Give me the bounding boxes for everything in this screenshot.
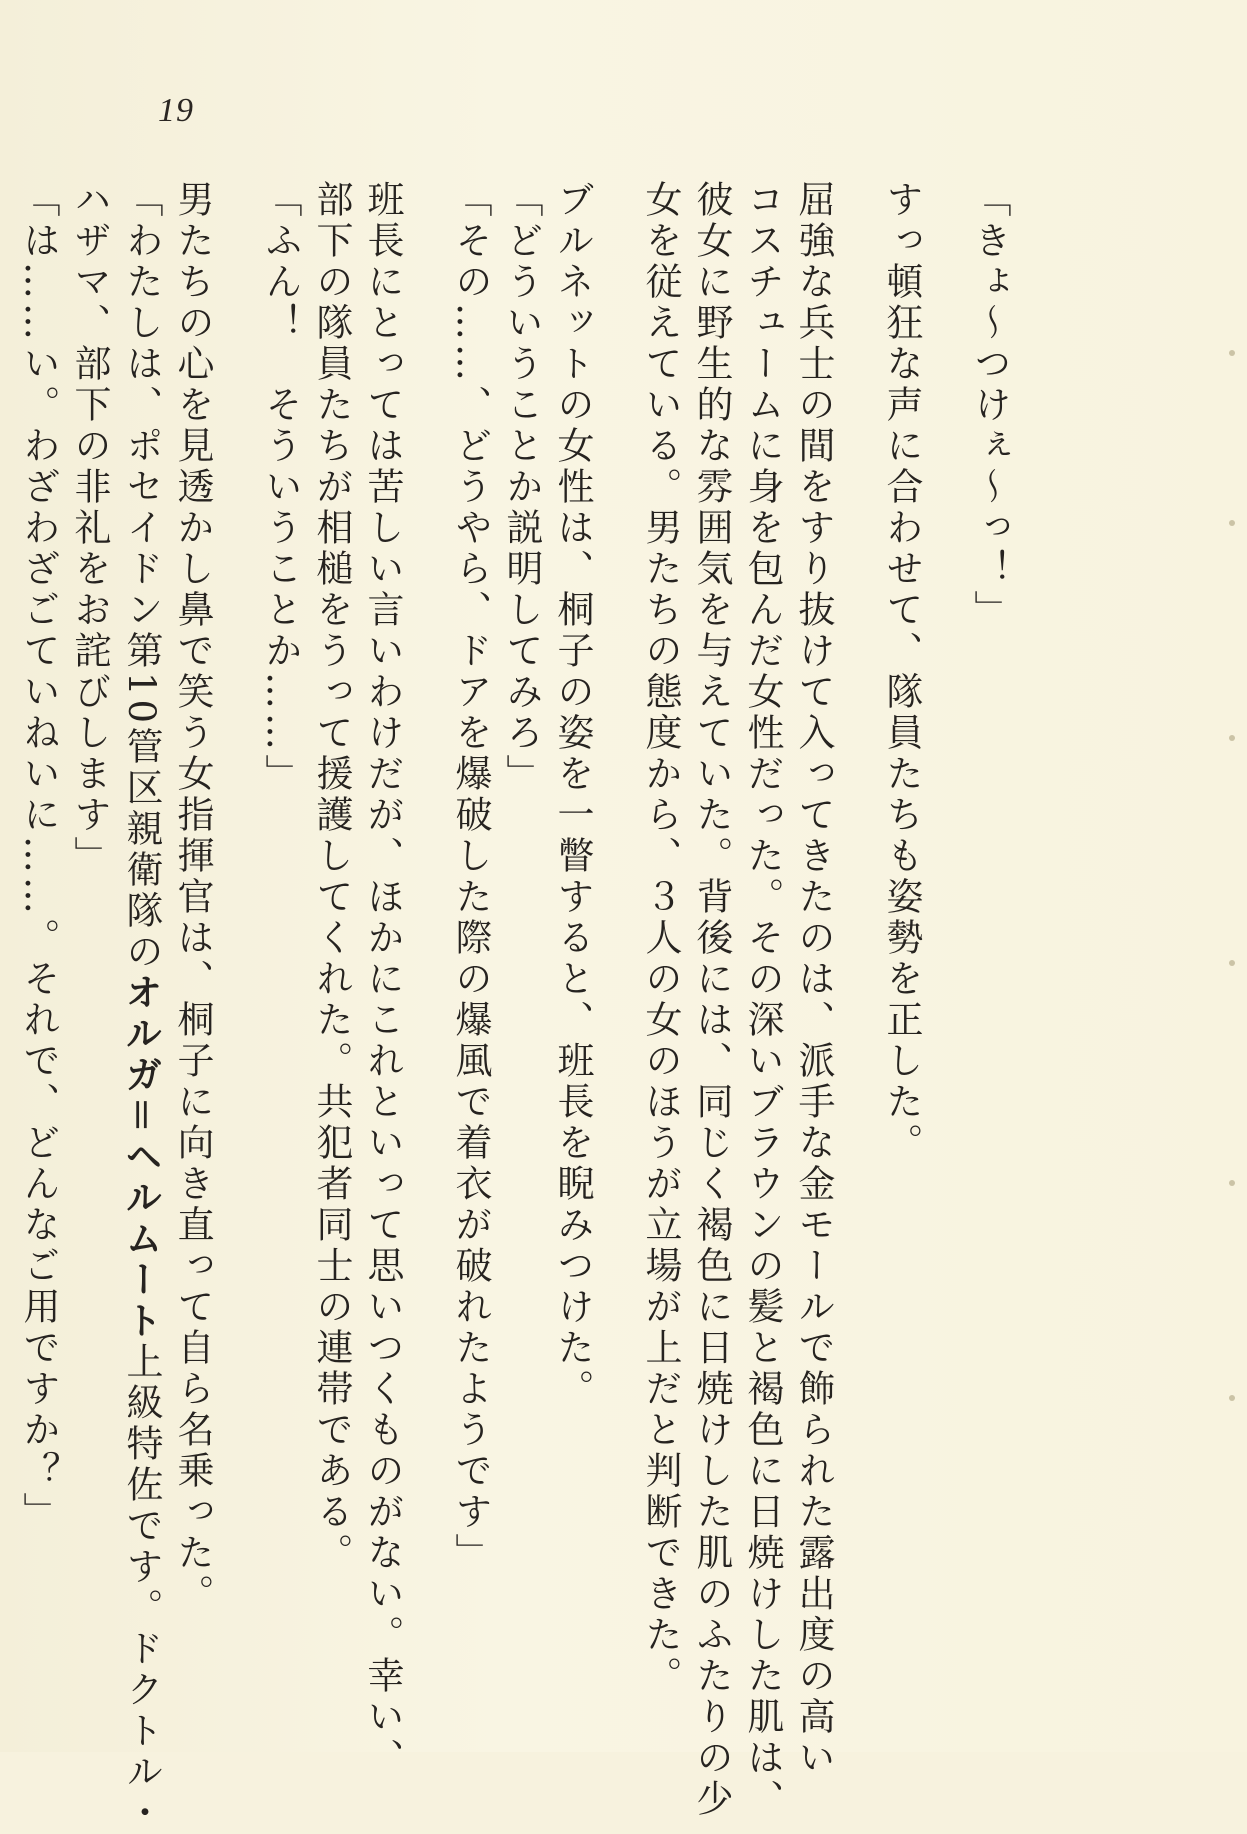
text-line: ハザマ、部下の非礼をお詫びします」	[68, 180, 111, 877]
page-number: 19	[158, 92, 194, 129]
text-line: 班長にとっては苦しい言いわけだが、ほかにこれといって思いつくものがない。幸い、	[361, 180, 404, 1779]
text-line: 「その……、どうやら、ドアを爆破した際の爆風で着衣が破れたようです」	[449, 180, 492, 1574]
text-line: 「どういうことか説明してみろ」	[500, 180, 543, 795]
intro-after: 上級特佐です。ドクトル・	[120, 1342, 163, 1834]
edge-dot	[1229, 350, 1235, 356]
edge-dot	[1229, 735, 1235, 741]
text-line: ブルネットの女性は、桐子の姿を一瞥すると、班長を睨みつけた。	[551, 180, 594, 1410]
edge-dot	[1229, 1395, 1235, 1401]
text-line: 部下の隊員たちが相槌をうって援護してくれた。共犯者同士の連帯である。	[310, 180, 353, 1574]
text-line: 「きょ〜つけぇ〜っ！」	[968, 180, 1011, 631]
text-line: 屈強な兵士の間をすり抜けて入ってきたのは、派手な金モールで飾られた露出度の高い	[792, 180, 835, 1779]
edge-dot	[1229, 1180, 1235, 1186]
text-line: 彼女に野生的な雰囲気を与えていた。背後には、同じく褐色に日焼けした肌のふたりの少	[690, 180, 733, 1820]
edge-dot	[1229, 960, 1235, 966]
text-line: 「は……い。わざわざごていねいに……。それで、どんなご用ですか？」	[17, 180, 60, 1533]
text-line: 男たちの心を見透かし鼻で笑う女指揮官は、桐子に向き直って自ら名乗った。	[171, 180, 214, 1615]
text-line: すっ頓狂な声に合わせて、隊員たちも姿勢を正した。	[880, 180, 923, 1164]
vertical-text-body	[13, 180, 1015, 1834]
edge-dot	[1229, 520, 1235, 526]
text-line-introduction	[115, 180, 167, 1834]
text-line: 女を従えている。男たちの態度から、３人の女のほうが立場が上だと判断できた。	[639, 180, 682, 1697]
intro-before: 「わたしは、ポセイドン第10管区親衛隊の	[120, 180, 163, 974]
page-edge-marks	[1225, 0, 1239, 1752]
text-line: コスチュームに身を包んだ女性だった。その深いブラウンの髪と褐色に日焼けした肌は、	[741, 180, 784, 1820]
text-line: 「ふん！ そういうことか……」	[259, 180, 302, 795]
character-name: オルガ＝ヘルムート	[119, 973, 163, 1343]
